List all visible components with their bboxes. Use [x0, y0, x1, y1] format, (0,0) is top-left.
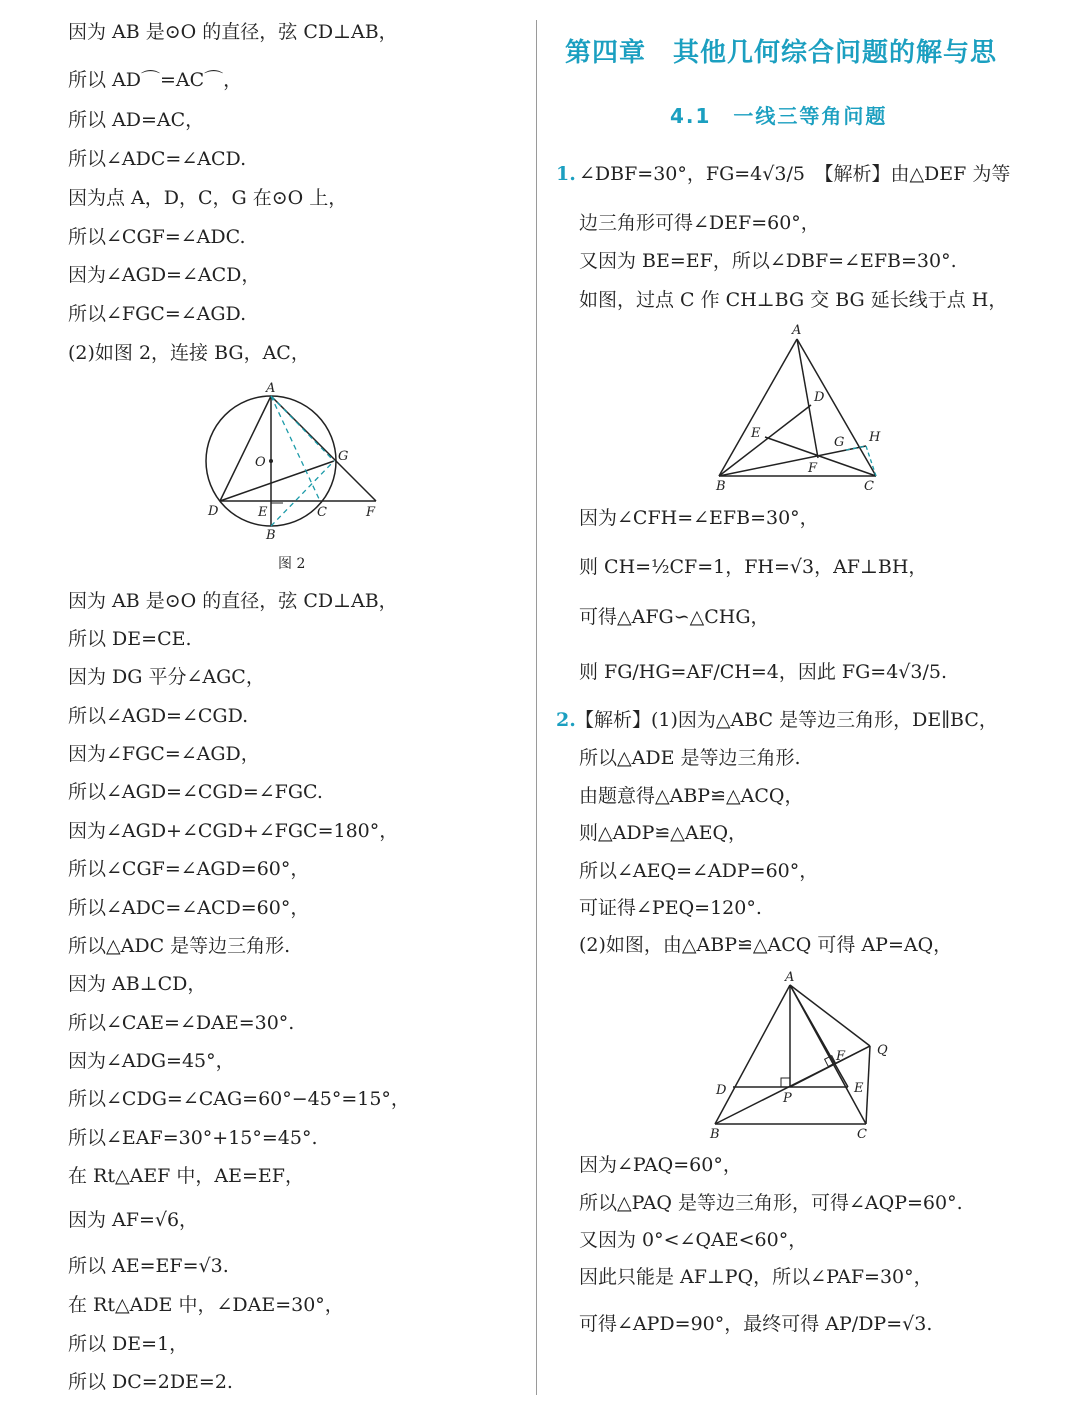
text-line: 边三角形可得∠DEF=60°， — [579, 212, 820, 234]
problem-1-number: 1. — [556, 163, 576, 185]
figure-problem-2 — [705, 965, 905, 1145]
fig1-label-H: H — [869, 430, 881, 445]
text-line: 因为 AB 是⊙O 的直径，弦 CD⊥AB， — [68, 590, 398, 612]
text-line: 如图，过点 C 作 CH⊥BG 交 BG 延长线于点 H， — [579, 289, 1008, 311]
text-line: 所以∠ADC=∠ACD=60°， — [68, 897, 310, 919]
text-line: 因为点 A，D，C，G 在⊙O 上， — [68, 187, 348, 209]
figure2-label-E: E — [258, 505, 268, 520]
text-line: 所以 DC=2DE=2. — [68, 1371, 233, 1393]
column-divider — [536, 20, 537, 1395]
text-line: 所以∠CAE=∠DAE=30°. — [68, 1012, 295, 1034]
text-line: 所以 AD=AC， — [68, 109, 205, 131]
text-line: 所以∠CGF=∠ADC. — [68, 226, 246, 248]
text-line: 所以△ADC 是等边三角形. — [68, 935, 291, 957]
text-line: 所以∠ADC=∠ACD. — [68, 148, 247, 170]
figure2-label-C: C — [317, 505, 327, 520]
text-line: 所以 AE=EF=√3. — [68, 1255, 229, 1277]
text-line: 所以 DE=1， — [68, 1333, 189, 1355]
text-line: 所以∠AGD=∠CGD. — [68, 705, 249, 727]
text-line: 因为∠AGD+∠CGD+∠FGC=180°， — [68, 820, 399, 842]
text-line: 可证得∠PEQ=120°. — [579, 897, 762, 919]
text-line: 因此只能是 AF⊥PQ，所以∠PAF=30°， — [579, 1266, 933, 1288]
text-line: 所以∠FGC=∠AGD. — [68, 303, 247, 325]
text-line: 所以∠CDG=∠CAG=60°−45°=15°， — [68, 1088, 410, 1110]
text-line: 因为∠PAQ=60°， — [579, 1154, 742, 1176]
text-line: ∠DBF=30°，FG=4√3/5 【解析】由△DEF 为等 — [579, 163, 1011, 185]
text-line: 因为 AF=√6， — [68, 1209, 199, 1231]
figure-2 — [195, 378, 395, 543]
text-line: 则 FG/HG=AF/CH=4，因此 FG=4√3/5. — [579, 661, 948, 683]
text-line: 由题意得△ABP≌△ACQ， — [579, 785, 804, 807]
text-line: 因为 AB 是⊙O 的直径，弦 CD⊥AB， — [68, 21, 398, 43]
figure2-label-D: D — [208, 504, 219, 519]
text-line: 所以∠EAF=30°+15°=45°. — [68, 1127, 318, 1149]
text-line: 所以∠AGD=∠CGD=∠FGC. — [68, 781, 323, 803]
problem-2-number: 2. — [556, 709, 576, 731]
figure2-label-G: G — [338, 449, 349, 464]
text-line: 所以△PAQ 是等边三角形，可得∠AQP=60°. — [579, 1192, 963, 1214]
fig1-label-D: D — [814, 390, 825, 405]
figure2-label-A: A — [266, 381, 276, 396]
text-line: 则 CH=½CF=1，FH=√3，AF⊥BH， — [579, 556, 928, 578]
fig2-label-E: E — [854, 1081, 864, 1096]
fig1-label-E: E — [751, 426, 761, 441]
text-line: 所以△ADE 是等边三角形. — [579, 747, 801, 769]
text-line: (2)如图 2，连接 BG，AC， — [68, 342, 310, 364]
fig2-label-P: P — [783, 1091, 792, 1106]
fig1-label-C: C — [864, 479, 874, 494]
text-line: 可得△AFG∽△CHG， — [579, 606, 770, 628]
figure-problem-1 — [710, 320, 900, 495]
text-line: 因为 AB⊥CD， — [68, 973, 207, 995]
text-line: 在 Rt△ADE 中，∠DAE=30°， — [68, 1294, 344, 1316]
chapter-title: 第四章 其他几何综合问题的解与思 — [565, 38, 998, 68]
text-line: 因为 DG 平分∠AGC， — [68, 666, 265, 688]
figure2-label-F: F — [366, 505, 376, 520]
fig2-label-F: F — [836, 1049, 846, 1064]
text-line: 又因为 0°<∠QAE<60°， — [579, 1229, 808, 1251]
text-line: 因为∠ADG=45°， — [68, 1050, 235, 1072]
figure2-label-O: O — [255, 455, 266, 470]
text-line: 所以∠CGF=∠AGD=60°， — [68, 858, 310, 880]
text-line: (2)如图，由△ABP≌△ACQ 可得 AP=AQ， — [579, 934, 953, 956]
fig2-label-D: D — [716, 1083, 727, 1098]
figure-2-caption: 图 2 — [278, 556, 306, 572]
text-line: 在 Rt△AEF 中，AE=EF， — [68, 1165, 304, 1187]
text-line: 所以∠AEQ=∠ADP=60°， — [579, 860, 819, 882]
fig1-label-G: G — [834, 435, 845, 450]
text-line: 所以 DE=CE. — [68, 628, 192, 650]
text-line: 【解析】(1)因为△ABC 是等边三角形，DE∥BC， — [575, 709, 998, 731]
fig2-label-B: B — [710, 1127, 720, 1142]
figure2-label-B: B — [266, 528, 276, 543]
text-line: 因为∠AGD=∠ACD， — [68, 264, 261, 286]
fig2-label-C: C — [857, 1127, 867, 1142]
text-line: 因为∠CFH=∠EFB=30°， — [579, 507, 819, 529]
text-line: 因为∠FGC=∠AGD， — [68, 743, 260, 765]
fig2-label-Q: Q — [877, 1043, 888, 1058]
text-line: 则△ADP≌△AEQ， — [579, 822, 748, 844]
text-line: 可得∠APD=90°，最终可得 AP/DP=√3. — [579, 1313, 933, 1335]
fig2-label-A: A — [785, 970, 795, 985]
fig1-label-B: B — [716, 479, 726, 494]
fig1-label-A: A — [792, 323, 802, 338]
fig1-label-F: F — [808, 461, 818, 476]
text-line: 所以 AD⌒=AC⌒， — [68, 69, 243, 91]
section-title: 4.1 一线三等角问题 — [670, 104, 888, 128]
text-line: 又因为 BE=EF，所以∠DBF=∠EFB=30°. — [579, 250, 957, 272]
